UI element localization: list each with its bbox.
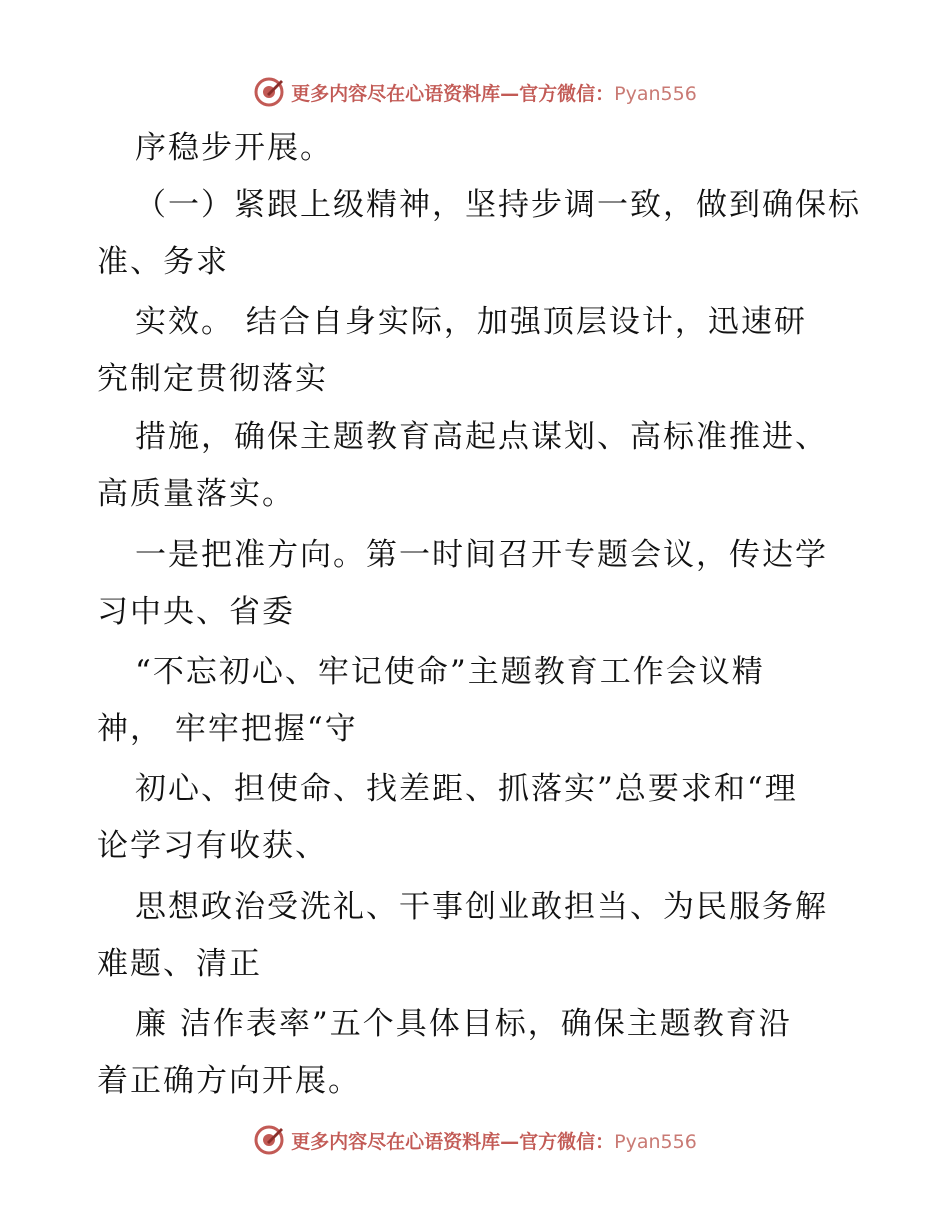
banner-text: 更多内容尽在心语资料库—官方微信：Pyan556 bbox=[291, 82, 697, 105]
text-line: 神， 牢牢把握“守 bbox=[97, 711, 358, 747]
footer-banner bbox=[0, 1118, 950, 1162]
text-line: 着正确方向开展。 bbox=[97, 1063, 361, 1099]
text-line: 措施，确保主题教育高起点谋划、高标准推进、 bbox=[135, 419, 828, 455]
banner-text: 更多内容尽在心语资料库—官方微信：Pyan556 bbox=[291, 1130, 697, 1153]
text-line: “不忘初心、牢记使命”主题教育工作会议精 bbox=[135, 654, 765, 690]
text-line: 廉 洁作表率”五个具体目标，确保主题教育沿 bbox=[135, 1006, 792, 1042]
text-line: （一）紧跟上级精神，坚持步调一致，做到确保标 bbox=[135, 187, 861, 223]
text-line: 难题、清正 bbox=[97, 946, 262, 982]
text-line: 论学习有收获、 bbox=[97, 828, 328, 864]
text-line: 实效。 结合自身实际，加强顶层设计，迅速研 bbox=[135, 304, 807, 340]
text-line: 高质量落实。 bbox=[97, 476, 295, 512]
text-line: 究制定贯彻落实 bbox=[97, 361, 328, 397]
text-line: 习中央、省委 bbox=[97, 594, 295, 630]
text-line: 初心、担使命、找差距、抓落实”总要求和“理 bbox=[135, 771, 798, 807]
text-line: 准、务求 bbox=[97, 244, 229, 280]
header-banner bbox=[0, 70, 950, 114]
wechat-id: Pyan556 bbox=[614, 1130, 697, 1153]
pen-logo-icon bbox=[253, 1124, 285, 1156]
wechat-id: Pyan556 bbox=[614, 82, 697, 105]
text-line: 思想政治受洗礼、干事创业敢担当、为民服务解 bbox=[135, 889, 828, 925]
text-line: 序稳步开展。 bbox=[135, 130, 333, 166]
pen-logo-icon bbox=[253, 76, 285, 108]
text-line: 一是把准方向。第一时间召开专题会议，传达学 bbox=[135, 537, 828, 573]
